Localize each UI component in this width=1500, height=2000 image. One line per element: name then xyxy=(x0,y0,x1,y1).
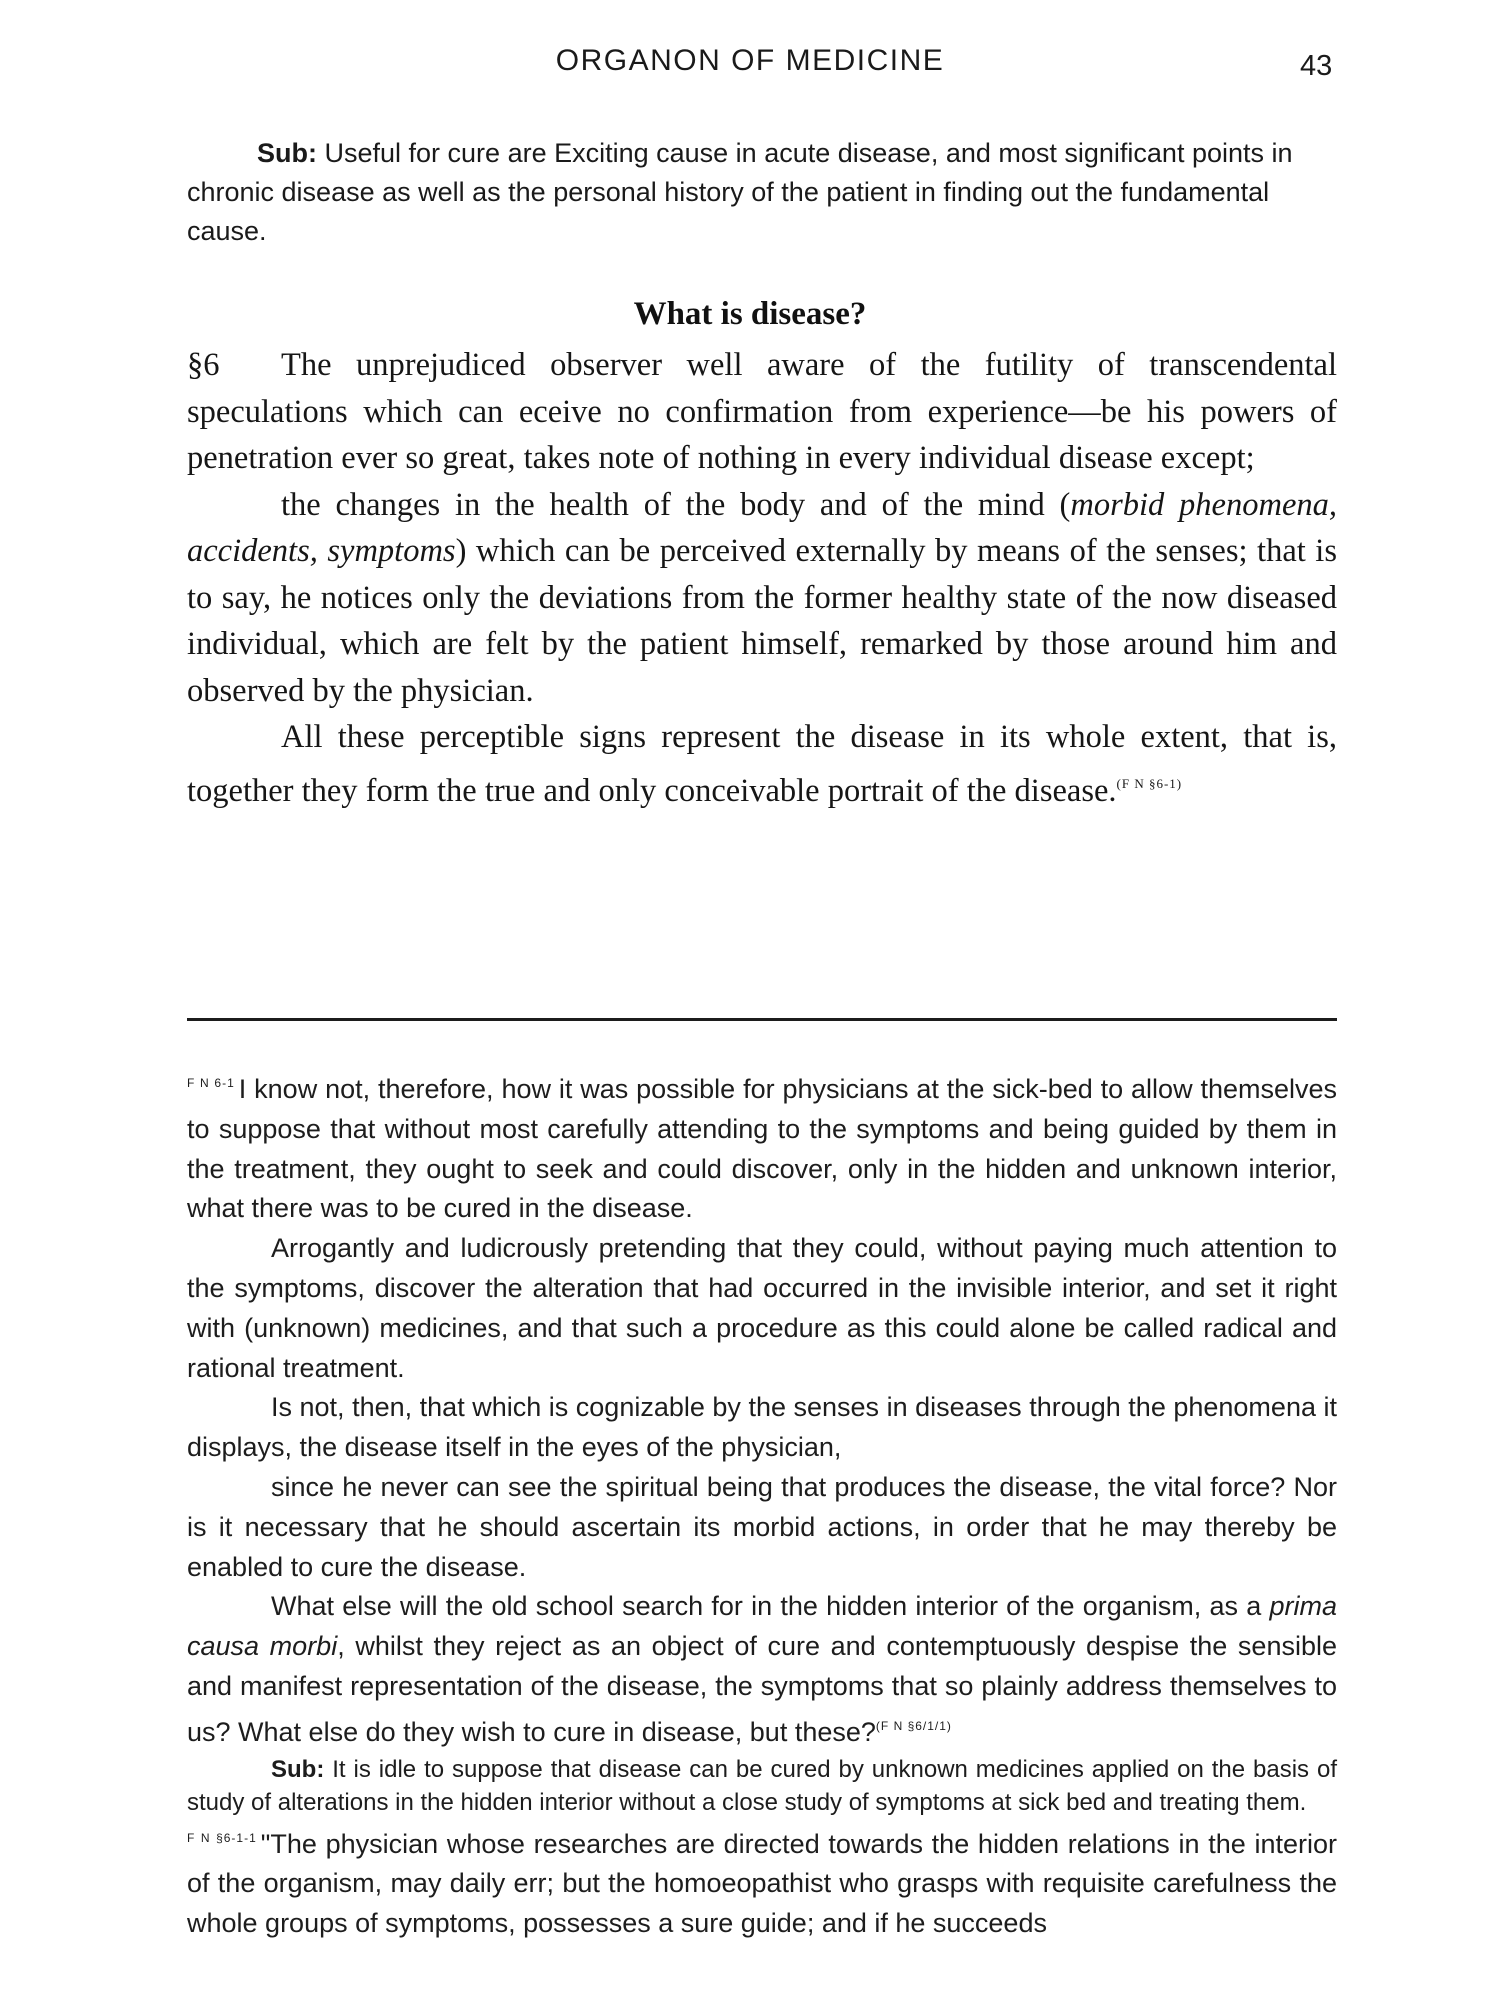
footnote-divider xyxy=(187,1018,1337,1021)
italic-term: prima causa morbi xyxy=(187,1591,1337,1662)
footnote-reference: (F N §6-1) xyxy=(1116,775,1183,791)
footnote-paragraph: Is not, then, that which is cognizable by the senses in diseases through the phenomena it displays, the disease itself in the eyes of the physician, xyxy=(187,1392,1337,1463)
summary-label: Sub: xyxy=(271,1755,325,1783)
paragraph-text: The unprejudiced observer well aware of the futility of transcendental speculations which can eceive no confirmation from experience—be his powers of penetration ever so great, takes note of nothing in every individual disease except; xyxy=(187,347,1337,476)
footnote-marker: F N §6-1-1 xyxy=(187,1830,257,1845)
footnote-2: $^{F N \S 6-1-1}$ "The physician whose researches are directed towards the hidden relations in the interior of the organism, may daily err; but the homoeopathist who grasps with requisite carefulness the whole groups of symptoms, possesses a sure guide; and if he succeeds xyxy=(187,1828,1337,1939)
paragraph-changes: the changes in the health of the body and of the mind (morbid phenomena, accidents, symptoms) which can be perceived externally by means of the senses; that is to say, he notices only the deviations from the former healthy state of the now diseased individual, which are felt by the patient himself, remarked by those around him and observed by the physician. xyxy=(187,486,1337,709)
main-body-text xyxy=(187,342,1337,814)
footnote-paragraph: What else will the old school search for in the hidden interior of the organism, as a prima causa morbi, whilst they reject as an object of cure and contemptuously despise the sensible and manifest representation of the disease, the symptoms that so plainly address themselves to us? What else do they wish to cure in disease, but these?$^{(F N \S 6/1/1)}$ xyxy=(187,1591,1337,1747)
summary-text: Useful for cure are Exciting cause in acute disease, and most significant points in chronic disease as well as the personal history of the patient in finding out the fundamental cause. xyxy=(187,138,1293,246)
footnote-reference: (F N §6/1/1) xyxy=(875,1718,952,1733)
paragraph-6-intro xyxy=(187,342,1337,482)
footnotes-block xyxy=(187,1064,1337,1944)
section-heading: What is disease? xyxy=(633,296,867,332)
running-header-title: ORGANON OF MEDICINE xyxy=(555,44,945,77)
section-number: §6 xyxy=(187,347,220,383)
page-number: 43 xyxy=(1300,50,1333,82)
summary-note xyxy=(187,134,1337,251)
summary-label: Sub: xyxy=(257,138,317,168)
paragraph-signs: All these perceptible signs represent the disease in its whole extent, that is, together they form the true and only conceivable portrait of the disease.$^{(F N \S 6-1)}$ xyxy=(187,719,1337,809)
footnote-paragraph: Arrogantly and ludicrously pretending that they could, without paying much attention to the symptoms, discover the alteration that had occurred in the invisible interior, and set it right with (unknown) medicines, and that such a procedure as this could alone be called radical and rational treatment. xyxy=(187,1233,1337,1383)
footnote-summary-note: Sub: It is idle to suppose that disease can be cured by unknown medicines applied on the basis of study of alterations in the hidden interior without a close study of symptoms at sick bed and treating them. xyxy=(187,1755,1337,1816)
footnote-marker: F N 6-1 xyxy=(187,1076,235,1090)
italic-term: morbid phenomena, accidents, symptoms xyxy=(187,486,1337,569)
footnote-1: $^{F N 6-1}$ I know not, therefore, how it was possible for physicians at the sick-bed to allow themselves to suppose that without most carefully attending to the symptoms and being guided by them in the treatment, they ought to seek and could discover, only in the hidden and unknown interior, what there was to be cured in the disease. xyxy=(187,1074,1337,1224)
footnote-paragraph: since he never can see the spiritual being that produces the disease, the vital force? Nor is it necessary that he should ascertain its morbid actions, in order that he may thereby be enabled to cure the disease. xyxy=(187,1471,1337,1582)
